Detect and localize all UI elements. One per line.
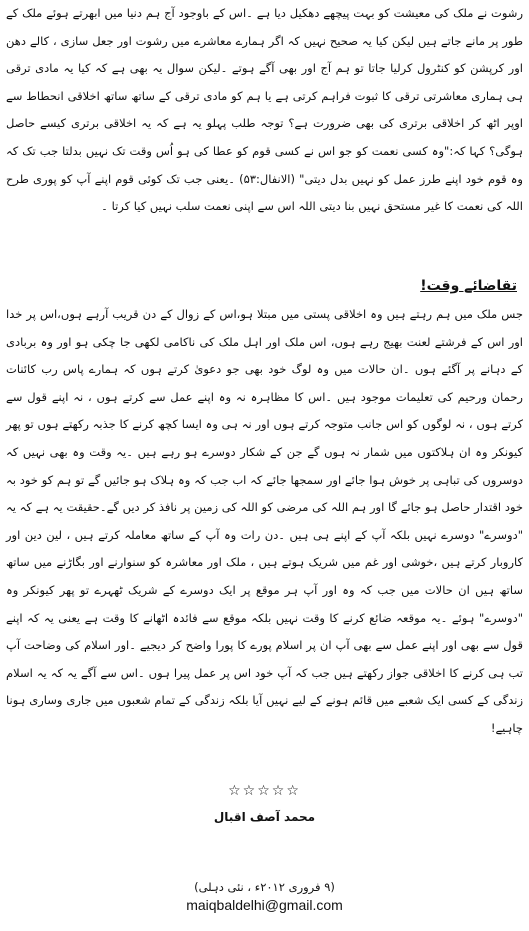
section-heading: تقاضائے وقت!: [420, 278, 517, 294]
body-paragraph: جس ملک میں ہم رہتے ہیں وہ اخلاقی پستی میں مبتلا ہو،اس کے زوال کے دن قریب آرہے ہوں،اس پر خدا اور اس کے فرشتے لعنت بھیج رہے ہوں، اس ملک اور اہل ملک کی ناکامی لکھی جا چکی ہو اور وہ بربادی کے دہانے پر آگئے ہوں ۔ان حالات میں وہ لوگ خود بھی جو دعویٰ کرتے ہوں کہ ہمارے پاس رب کائنات رحمان ورحیم کی تعلیمات موجود ہیں ۔اس کا مظاہرہ نہ وہ اپنے عمل سے کرتے ہوں ، نہ اپنے قول سے کرتے ہوں ، نہ لوگوں کو اس جانب متوجہ کرتے ہوں اور نہ ہی وہ ایسا کچھ کرنے کا جذبہ رکھتے ہوں تو پھر کیونکر وہ ان ہلاکتوں میں شمار نہ ہوں گے جن کے شکار دوسرے ہو رہے ہیں ۔یہ وقت وہ بھی نہیں کہ دوسروں کی تباہی پر خوش ہوا جائے اور سمجھا جائے کہ اب جب کہ وہ ہلاک ہو جائیں گے تو ہم کو خود بہ خود اقتدار حاصل ہو جائے گا اور ہم اللہ کی مرضی کو اللہ کی زمین پر نافذ کر دیں گے۔حقیقت یہ ہے کہ یہ "دوسرے" دوسرے نہیں بلکہ آپ کے اپنے ہی ہیں ۔دن رات وہ آپ کے ساتھ معاملہ کرتے ہیں ، لین دین اور کاروبار کرتے ہیں ،خوشی اور غم میں شریک ہوتے ہیں ، ملک اور معاشرہ کو سنوارنے اور بگاڑنے میں ساتھ ساتھ ہیں ان حالات میں جب کہ وہ اور آپ ہر موقع پر ایک دوسرے کے شریک ٹھہرے تو پھر کیونکر وہ "دوسرے" ہوئے ۔یہ موقعہ ضائع کرنے کا وقت نہیں بلکہ موقع سے فائدہ اٹھانے کا وقت ہے یعنی یہ کہ اپنے قول سے بھی اور اپنے عمل سے بھی آپ ان پر اسلام پورے کا پورا واضح کر دیجیے ۔اور اسلام کی وضاحت آپ تب ہی کرنے کا اخلاقی جواز رکھتے ہیں جب کہ آپ خود اس پر عمل پیرا ہوں ۔اس سے آگے یہ کہ یہ اسلام زندگی کے کسی ایک شعبے میں قائم ہونے کے لیے نہیں آیا بلکہ زندگی کے تمام شعبوں میں جاری وساری ہونا چاہیے!: [6, 307, 524, 735]
star-divider: ☆☆☆☆☆: [228, 783, 301, 799]
intro-paragraph: رشوت نے ملک کی معیشت کو بہت پیچھے دھکیل دیا ہے ۔اس کے باوجود آج ہم دنیا میں ابھرتے ہوئے ملک کے طور پر مانے جاتے ہیں لیکن کیا یہ صحیح نہیں کہ اگر ہمارے معاشرے میں رشوت اور جعل سازی ، کالے دھن اور کرپشن کو کنٹرول کرلیا جاتا تو ہم آج اور بھی آگے ہوتے ۔لیکن سوال یہ بھی ہے کہ کیا یہ مادی ترقی ہی ہماری معاشرتی ترقی کا ثبوت فراہم کرتی ہے یا ہم کو مادی ترقی کے ساتھ ساتھ اخلاقی انحطاط سے اوپر اٹھ کر اخلاقی برتری کی بھی ضرورت ہے؟ توجہ طلب پہلو یہ ہے کہ یہ اخلاقی برتری کیسے حاصل ہوگی؟ کہا کہ:"وہ کسی نعمت کو جو اس نے کسی قوم کو عطا کی ہو اُس وقت تک نہیں بدلتا جب تک کہ وہ قوم خود اپنے طرز عمل کو نہیں بدل دیتی" (الانفال:۵۳) ۔یعنی جب تک کوئی قوم اپنے آپ کو پوری طرح اللہ کی نعمت کا غیر مستحق نہیں بنا دیتی اللہ اس سے اپنی نعمت سلب نہیں کیا کرتا ۔: [6, 6, 523, 214]
date-location: (۹ فروری ۲۰۱۲ء ، نئی دہلی): [194, 880, 335, 894]
author-name: محمد آصف اقبال: [213, 810, 316, 824]
author-email: maiqbaldelhi@gmail.com: [186, 897, 343, 913]
